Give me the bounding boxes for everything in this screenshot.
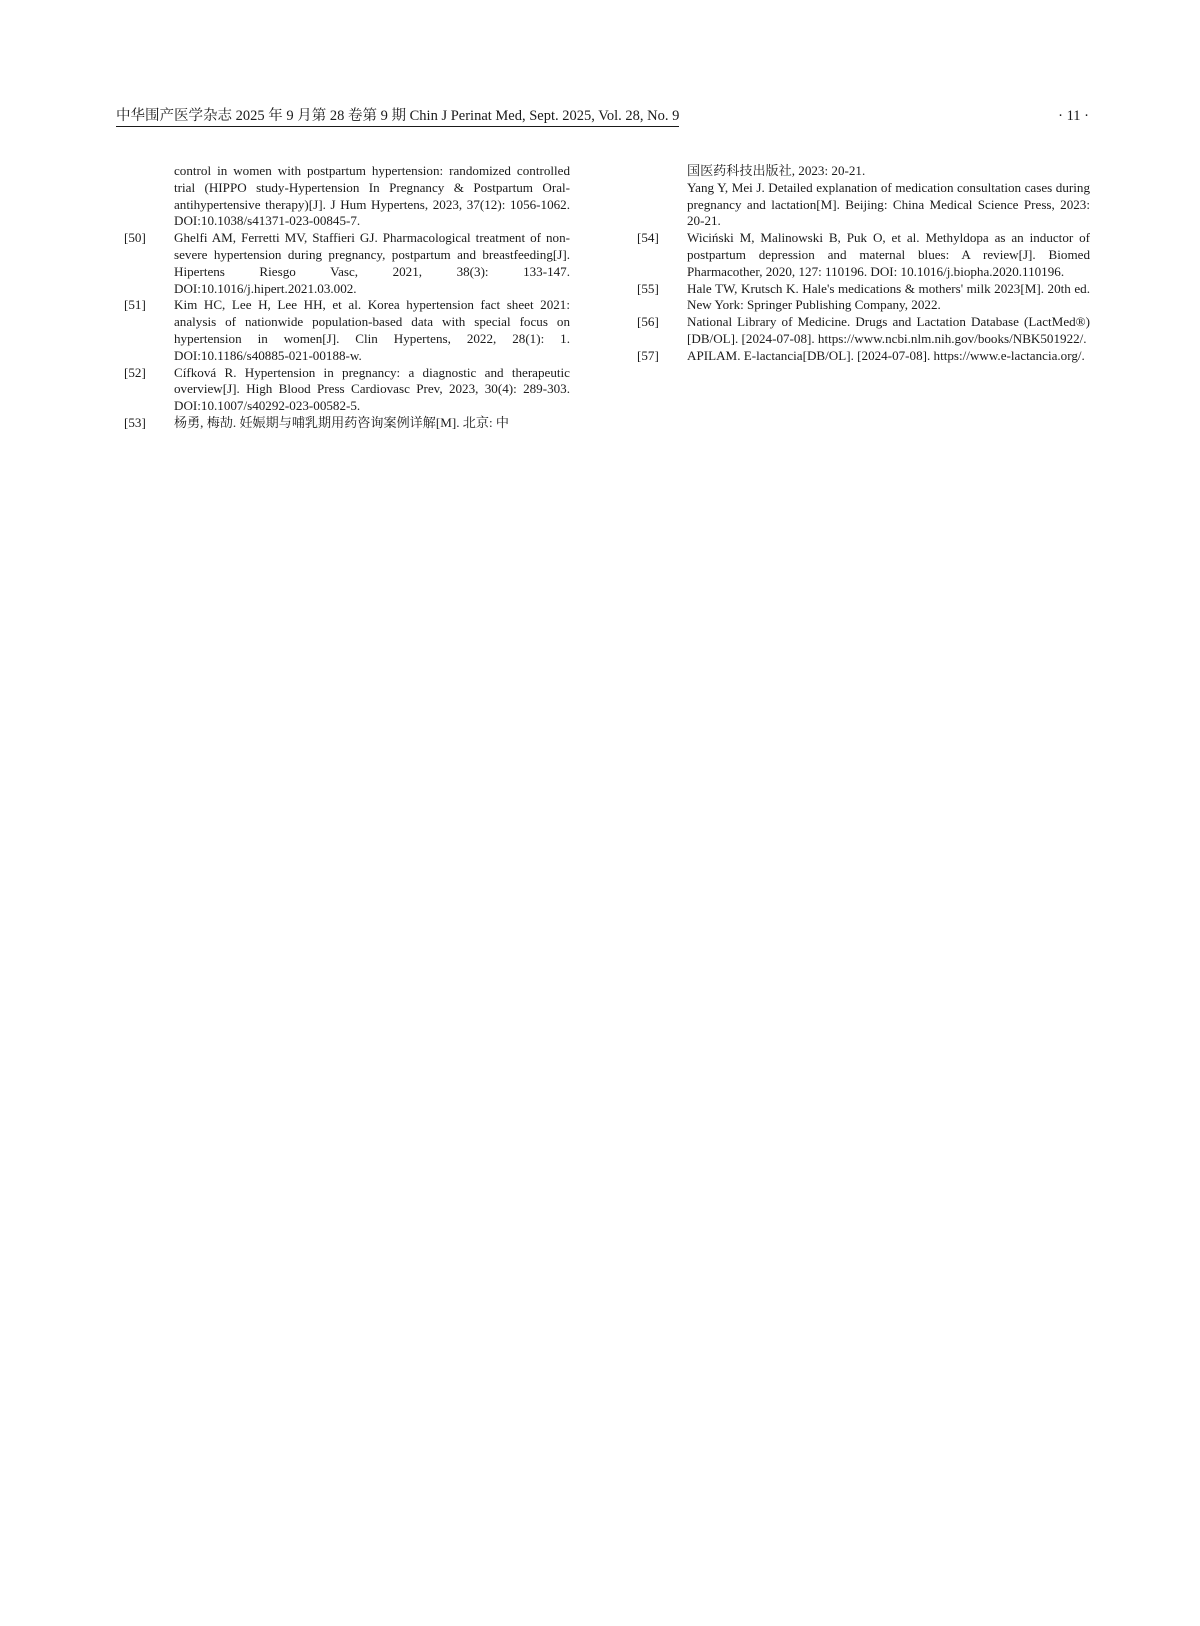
reference-number: [54] — [637, 230, 659, 246]
reference-number: [55] — [637, 280, 659, 296]
page-number: · 11 · — [1058, 108, 1089, 124]
reference-entry — [124, 230, 570, 297]
reference-text: Yang Y, Mei J. Detailed explanation of medication consultation cases during pregnancy and lactation[M]. Beijing: China Medical Science Press, 2023: 20-21. — [687, 179, 1090, 229]
reference-number: [52] — [124, 364, 146, 380]
reference-text: control in women with postpartum hypertension: randomized controlled trial (HIPPO study-Hypertension In Pregnancy & Postpartum Oral-antihypertensive therapy)[J]. J Hum Hypertens, 2023, 37(12): 1056-1062. DOI:10.1038/s41371-023-00845-7. — [174, 163, 570, 229]
running-header — [116, 108, 1089, 128]
reference-entry — [124, 365, 570, 415]
reference-text: 国医药科技出版社, 2023: 20-21. — [687, 163, 866, 178]
reference-text: National Library of Medicine. Drugs and Lactation Database (LactMed®) [DB/OL]. [2024-07-08]. https://www.ncbi.nlm.nih.gov/books/NBK501922/. — [687, 314, 1090, 346]
references-left-column — [124, 163, 570, 432]
reference-number: [50] — [124, 230, 146, 246]
reference-entry — [637, 281, 1090, 315]
reference-text: 杨勇, 梅劼. 妊娠期与哺乳期用药咨询案例详解[M]. 北京: 中 — [174, 414, 509, 430]
reference-text: Kim HC, Lee H, Lee HH, et al. Korea hypertension fact sheet 2021: analysis of nationwide population-based data with special focus on hypertension in women[J]. Clin Hypertens, 2022, 28(1): 1. DOI:10.1186/s40885-021-00188-w. — [174, 297, 570, 363]
reference-entry — [637, 163, 1090, 180]
reference-entry — [124, 297, 570, 364]
reference-text: Wiciński M, Malinowski B, Puk O, et al. Methyldopa as an inductor of postpartum depression and maternal blues: A review[J]. Biomed Pharmacother, 2020, 127: 110196. DOI: 10.1016/j.biopha.2020.110196. — [687, 230, 1090, 279]
reference-entry — [637, 180, 1090, 230]
reference-text: Ghelfi AM, Ferretti MV, Staffieri GJ. Pharmacological treatment of non-severe hypertension during pregnancy, postpartum and breastfeeding[J]. Hipertens Riesgo Vasc, 2021, 38(3): 133-147. DOI:10.1016/j.hipert.2021.03.002. — [174, 230, 570, 296]
reference-number: [53] — [124, 414, 146, 430]
references-right-column — [637, 163, 1090, 365]
reference-text: Hale TW, Krutsch K. Hale's medications & mothers' milk 2023[M]. 20th ed. New York: Springer Publishing Company, 2022. — [687, 280, 1090, 313]
reference-number: [57] — [637, 347, 659, 363]
reference-entry — [637, 348, 1090, 365]
reference-text: APILAM. E-lactancia[DB/OL]. [2024-07-08]. https://www.e-lactancia.org/. — [687, 347, 1085, 363]
reference-entry — [124, 415, 570, 432]
journal-citation-header: 中华围产医学杂志 2025 年 9 月第 28 卷第 9 期 Chin J Perinat Med, Sept. 2025, Vol. 28, No. 9 — [116, 108, 679, 127]
reference-entry — [637, 230, 1090, 280]
reference-text: Cífková R. Hypertension in pregnancy: a diagnostic and therapeutic overview[J]. High Blood Press Cardiovasc Prev, 2023, 30(4): 289-303. DOI:10.1007/s40292-023-00582-5. — [174, 364, 570, 414]
reference-number: [51] — [124, 297, 146, 313]
reference-number: [56] — [637, 314, 659, 330]
reference-entry — [637, 314, 1090, 348]
reference-entry — [124, 163, 570, 230]
